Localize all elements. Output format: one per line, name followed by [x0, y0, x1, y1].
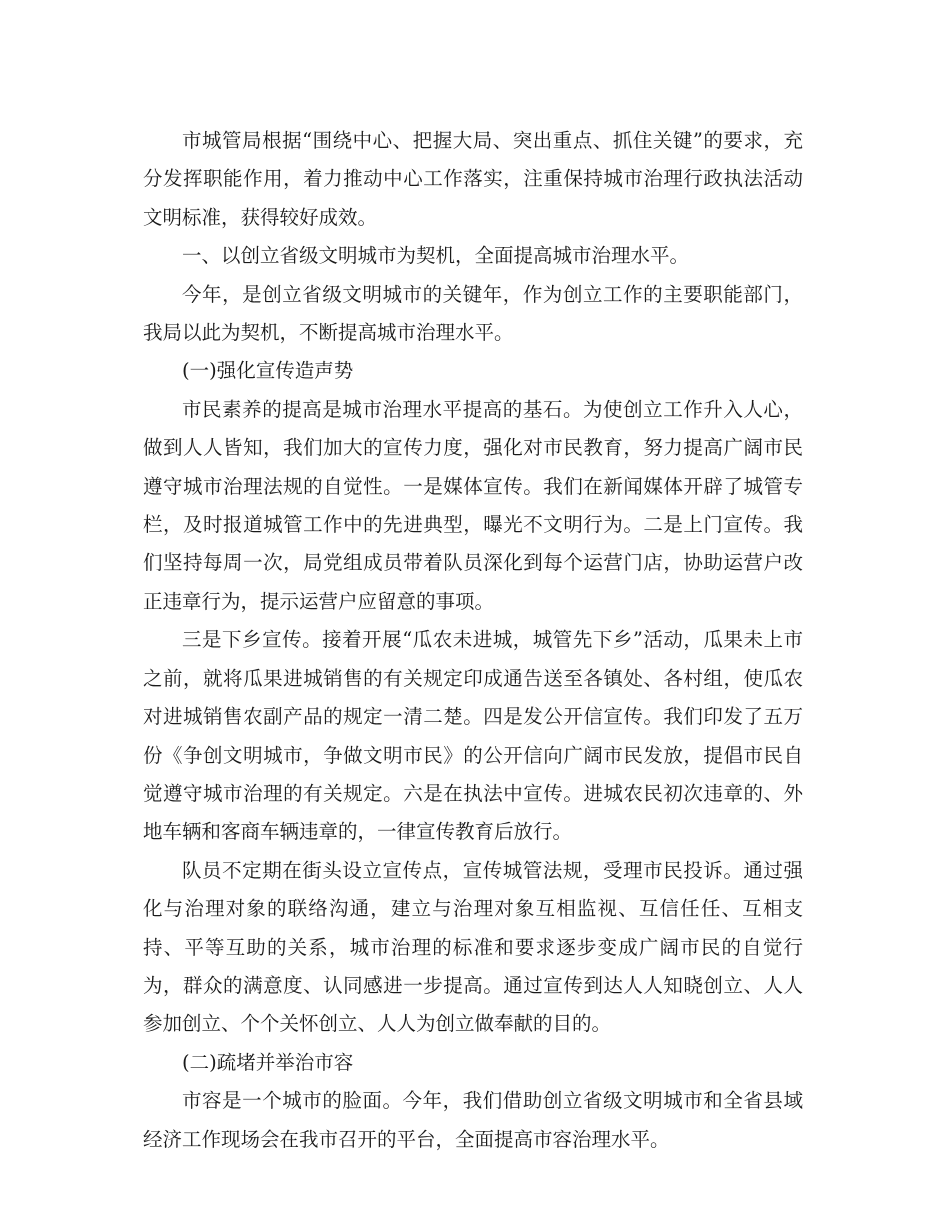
body-paragraph: 三是下乡宣传。接着开展“瓜农未进城，城管先下乡”活动，瓜果未上市之前，就将瓜果进城销售的有关规定印成通告送至各镇处、各村组，使瓜农对进城销售农副产品的规定一清二楚。四是发公开信宣传。我们印发了五万份《争创文明城市，争做文明市民》的公开信向广阔市民发放，提倡市民自觉遵守城市治理的有关规定。六是在执法中宣传。进城农民初次违章的、外地车辆和客商车辆违章的，一律宣传教育后放行。 [143, 628, 803, 844]
intro-paragraph: 市城管局根据“围绕中心、把握大局、突出重点、抓住关键”的要求，充分发挥职能作用，着力推动中心工作落实，注重保持城市治理行政执法活动文明标准，获得较好成效。 [143, 129, 803, 229]
document-body [143, 122, 803, 1159]
body-paragraph: 队员不定期在街头设立宣传点，宣传城管法规，受理市民投诉。通过强化与治理对象的联络沟通，建立与治理对象互相监视、互信任任、互相支持、平等互助的关系，城市治理的标准和要求逐步变成广阔市民的自觉行为，群众的满意度、认同感进一步提高。通过宣传到达人人知晓创立、人人参加创立、个个关怀创立、人人为创立做奉献的目的。 [143, 858, 803, 1036]
section-heading-1: 一、以创立省级文明城市为契机，全面提高城市治理水平。 [182, 244, 690, 268]
subsection-heading-1: (一)强化宣传造声势 [182, 359, 354, 383]
body-paragraph: 市容是一个城市的脸面。今年，我们借助创立省级文明城市和全省县域经济工作现场会在我市召开的平台，全面提高市容治理水平。 [143, 1089, 803, 1151]
subsection-heading-2: (二)疏堵并举治市容 [182, 1050, 354, 1074]
body-paragraph: 今年，是创立省级文明城市的关键年，作为创立工作的主要职能部门，我局以此为契机，不断提高城市治理水平。 [143, 282, 803, 345]
body-paragraph: 市民素养的提高是城市治理水平提高的基石。为使创立工作升入人心，做到人人皆知，我们加大的宣传力度，强化对市民教育，努力提高广阔市民遵守城市治理法规的自觉性。一是媒体宣传。我们在新闻媒体开辟了城管专栏，及时报道城管工作中的先进典型，曝光不文明行为。二是上门宣传。我们坚持每周一次，局党组成员带着队员深化到每个运营门店，协助运营户改正违章行为，提示运营户应留意的事项。 [143, 397, 803, 613]
